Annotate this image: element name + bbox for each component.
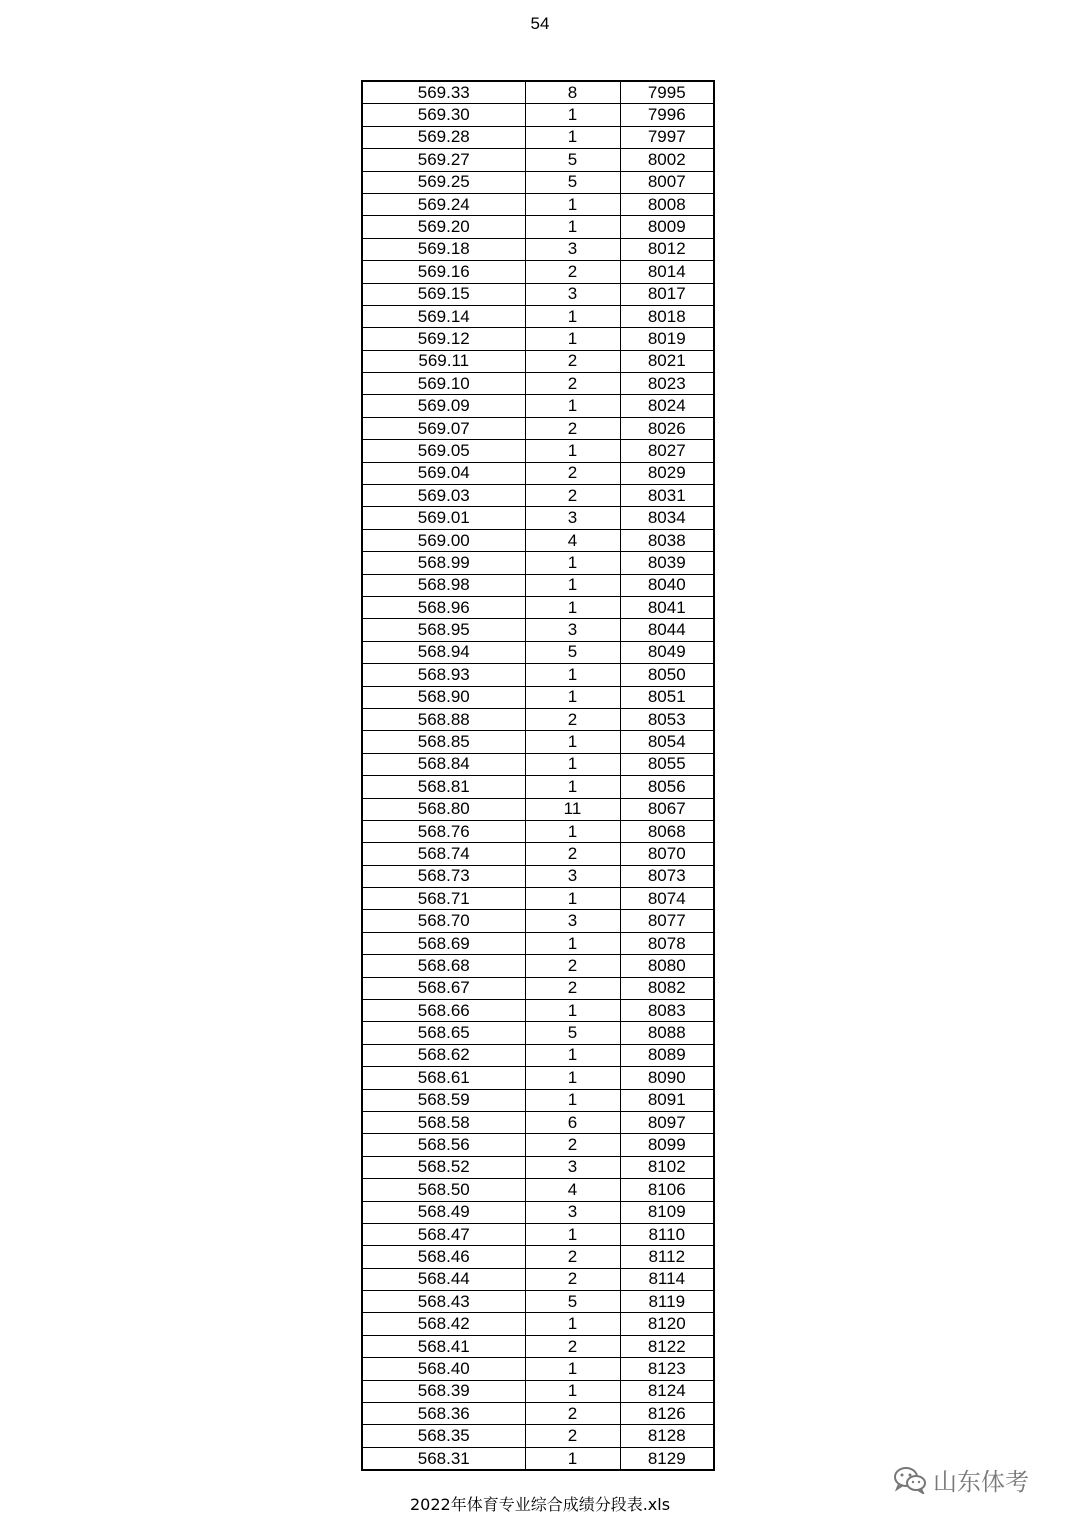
count-cell: 5 — [525, 641, 620, 663]
score-cell: 568.59 — [362, 1089, 525, 1111]
count-cell: 3 — [525, 1156, 620, 1178]
count-cell: 3 — [525, 910, 620, 932]
cumulative-cell: 7997 — [620, 126, 714, 148]
cumulative-cell: 8124 — [620, 1380, 714, 1402]
count-cell: 1 — [525, 753, 620, 775]
table-row — [362, 619, 714, 641]
score-cell: 568.98 — [362, 574, 525, 596]
table-row — [362, 462, 714, 484]
score-cell: 568.99 — [362, 552, 525, 574]
score-cell: 568.46 — [362, 1246, 525, 1268]
cumulative-cell: 8119 — [620, 1291, 714, 1313]
table-row — [362, 238, 714, 260]
score-cell: 569.10 — [362, 373, 525, 395]
cumulative-cell: 8018 — [620, 305, 714, 327]
table-row — [362, 1111, 714, 1133]
table-row — [362, 753, 714, 775]
score-cell: 569.00 — [362, 529, 525, 551]
count-cell: 2 — [525, 1134, 620, 1156]
score-cell: 568.31 — [362, 1447, 525, 1470]
score-cell: 568.36 — [362, 1403, 525, 1425]
count-cell: 1 — [525, 820, 620, 842]
cumulative-cell: 8109 — [620, 1201, 714, 1223]
cumulative-cell: 8082 — [620, 977, 714, 999]
table-body — [362, 81, 714, 1470]
score-cell: 569.03 — [362, 485, 525, 507]
score-cell: 568.96 — [362, 596, 525, 618]
cumulative-cell: 8054 — [620, 731, 714, 753]
cumulative-cell: 8029 — [620, 462, 714, 484]
cumulative-cell: 8097 — [620, 1111, 714, 1133]
cumulative-cell: 8039 — [620, 552, 714, 574]
score-cell: 568.66 — [362, 1000, 525, 1022]
table-row — [362, 1268, 714, 1290]
score-cell: 568.71 — [362, 888, 525, 910]
score-cell: 568.39 — [362, 1380, 525, 1402]
count-cell: 4 — [525, 529, 620, 551]
score-cell: 569.25 — [362, 171, 525, 193]
table-row — [362, 664, 714, 686]
count-cell: 11 — [525, 798, 620, 820]
count-cell: 5 — [525, 1291, 620, 1313]
score-cell: 569.05 — [362, 440, 525, 462]
count-cell: 1 — [525, 1067, 620, 1089]
table-row — [362, 171, 714, 193]
count-cell: 1 — [525, 104, 620, 126]
cumulative-cell: 8090 — [620, 1067, 714, 1089]
table-row — [362, 350, 714, 372]
cumulative-cell: 8023 — [620, 373, 714, 395]
count-cell: 2 — [525, 1246, 620, 1268]
count-cell: 1 — [525, 193, 620, 215]
table-row — [362, 843, 714, 865]
cumulative-cell: 8114 — [620, 1268, 714, 1290]
count-cell: 2 — [525, 843, 620, 865]
score-cell: 568.70 — [362, 910, 525, 932]
count-cell: 3 — [525, 865, 620, 887]
cumulative-cell: 8055 — [620, 753, 714, 775]
table-row — [362, 1246, 714, 1268]
cumulative-cell: 8122 — [620, 1335, 714, 1357]
count-cell: 8 — [525, 81, 620, 104]
cumulative-cell: 7995 — [620, 81, 714, 104]
score-cell: 568.80 — [362, 798, 525, 820]
count-cell: 2 — [525, 708, 620, 730]
table-row — [362, 193, 714, 215]
score-cell: 568.93 — [362, 664, 525, 686]
table-row — [362, 1067, 714, 1089]
score-cell: 569.15 — [362, 283, 525, 305]
footer-filename: 2022年体育专业综合成绩分段表.xls — [409, 1495, 671, 1514]
table-row — [362, 708, 714, 730]
score-cell: 569.14 — [362, 305, 525, 327]
table-row — [362, 820, 714, 842]
table-row — [362, 932, 714, 954]
count-cell: 2 — [525, 462, 620, 484]
cumulative-cell: 8129 — [620, 1447, 714, 1470]
count-cell: 1 — [525, 1223, 620, 1245]
cumulative-cell: 8078 — [620, 932, 714, 954]
table-row — [362, 1044, 714, 1066]
score-cell: 568.58 — [362, 1111, 525, 1133]
table-row — [362, 283, 714, 305]
score-cell: 569.09 — [362, 395, 525, 417]
score-cell: 568.42 — [362, 1313, 525, 1335]
cumulative-cell: 8110 — [620, 1223, 714, 1245]
count-cell: 4 — [525, 1179, 620, 1201]
count-cell: 3 — [525, 507, 620, 529]
table-row — [362, 865, 714, 887]
table-row — [362, 485, 714, 507]
cumulative-cell: 8002 — [620, 149, 714, 171]
cumulative-cell: 8091 — [620, 1089, 714, 1111]
table-row — [362, 149, 714, 171]
table-row — [362, 910, 714, 932]
cumulative-cell: 8044 — [620, 619, 714, 641]
cumulative-cell: 8021 — [620, 350, 714, 372]
count-cell: 1 — [525, 328, 620, 350]
table-row — [362, 1022, 714, 1044]
score-cell: 568.67 — [362, 977, 525, 999]
table-row — [362, 440, 714, 462]
cumulative-cell: 8123 — [620, 1358, 714, 1380]
score-cell: 569.16 — [362, 261, 525, 283]
table-row — [362, 126, 714, 148]
score-cell: 568.74 — [362, 843, 525, 865]
table-row — [362, 529, 714, 551]
cumulative-cell: 8067 — [620, 798, 714, 820]
count-cell: 1 — [525, 1358, 620, 1380]
score-cell: 569.27 — [362, 149, 525, 171]
count-cell: 1 — [525, 932, 620, 954]
cumulative-cell: 8019 — [620, 328, 714, 350]
score-cell: 568.50 — [362, 1179, 525, 1201]
table-row — [362, 1201, 714, 1223]
count-cell: 1 — [525, 440, 620, 462]
count-cell: 2 — [525, 955, 620, 977]
score-cell: 568.95 — [362, 619, 525, 641]
score-cell: 568.81 — [362, 776, 525, 798]
count-cell: 1 — [525, 686, 620, 708]
cumulative-cell: 8126 — [620, 1403, 714, 1425]
cumulative-cell: 8068 — [620, 820, 714, 842]
score-cell: 568.68 — [362, 955, 525, 977]
table-row — [362, 552, 714, 574]
score-cell: 568.84 — [362, 753, 525, 775]
count-cell: 1 — [525, 552, 620, 574]
count-cell: 5 — [525, 149, 620, 171]
count-cell: 2 — [525, 485, 620, 507]
count-cell: 3 — [525, 238, 620, 260]
cumulative-cell: 8009 — [620, 216, 714, 238]
count-cell: 1 — [525, 305, 620, 327]
count-cell: 5 — [525, 1022, 620, 1044]
count-cell: 2 — [525, 373, 620, 395]
table-row — [362, 888, 714, 910]
table-row — [362, 1223, 714, 1245]
cumulative-cell: 8053 — [620, 708, 714, 730]
cumulative-cell: 8040 — [620, 574, 714, 596]
score-cell: 569.20 — [362, 216, 525, 238]
score-cell: 569.07 — [362, 417, 525, 439]
count-cell: 3 — [525, 619, 620, 641]
count-cell: 5 — [525, 171, 620, 193]
count-cell: 2 — [525, 350, 620, 372]
count-cell: 1 — [525, 1380, 620, 1402]
score-cell: 568.94 — [362, 641, 525, 663]
count-cell: 3 — [525, 1201, 620, 1223]
table-row — [362, 596, 714, 618]
count-cell: 1 — [525, 1089, 620, 1111]
cumulative-cell: 7996 — [620, 104, 714, 126]
cumulative-cell: 8088 — [620, 1022, 714, 1044]
score-cell: 569.28 — [362, 126, 525, 148]
cumulative-cell: 8049 — [620, 641, 714, 663]
cumulative-cell: 8120 — [620, 1313, 714, 1335]
table-row — [362, 955, 714, 977]
cumulative-cell: 8106 — [620, 1179, 714, 1201]
table-row — [362, 81, 714, 104]
table-row — [362, 104, 714, 126]
count-cell: 2 — [525, 1335, 620, 1357]
cumulative-cell: 8007 — [620, 171, 714, 193]
score-cell: 569.11 — [362, 350, 525, 372]
cumulative-cell: 8128 — [620, 1425, 714, 1447]
table-row — [362, 507, 714, 529]
count-cell: 1 — [525, 1000, 620, 1022]
cumulative-cell: 8014 — [620, 261, 714, 283]
count-cell: 1 — [525, 664, 620, 686]
table-row — [362, 731, 714, 753]
table-row — [362, 686, 714, 708]
score-cell: 568.40 — [362, 1358, 525, 1380]
table-row — [362, 1291, 714, 1313]
cumulative-cell: 8102 — [620, 1156, 714, 1178]
count-cell: 1 — [525, 126, 620, 148]
count-cell: 3 — [525, 283, 620, 305]
count-cell: 2 — [525, 1403, 620, 1425]
score-cell: 568.73 — [362, 865, 525, 887]
cumulative-cell: 8080 — [620, 955, 714, 977]
score-cell: 568.65 — [362, 1022, 525, 1044]
table-row — [362, 1089, 714, 1111]
count-cell: 1 — [525, 1313, 620, 1335]
count-cell: 2 — [525, 1268, 620, 1290]
score-cell: 568.49 — [362, 1201, 525, 1223]
cumulative-cell: 8026 — [620, 417, 714, 439]
cumulative-cell: 8089 — [620, 1044, 714, 1066]
wechat-icon — [893, 1466, 927, 1494]
table-row — [362, 417, 714, 439]
count-cell: 1 — [525, 1447, 620, 1470]
score-cell: 568.47 — [362, 1223, 525, 1245]
count-cell: 1 — [525, 395, 620, 417]
cumulative-cell: 8031 — [620, 485, 714, 507]
score-cell: 568.90 — [362, 686, 525, 708]
cumulative-cell: 8073 — [620, 865, 714, 887]
table-row — [362, 1156, 714, 1178]
score-cell: 569.30 — [362, 104, 525, 126]
count-cell: 1 — [525, 596, 620, 618]
score-cell: 569.12 — [362, 328, 525, 350]
score-cell: 568.41 — [362, 1335, 525, 1357]
cumulative-cell: 8038 — [620, 529, 714, 551]
cumulative-cell: 8070 — [620, 843, 714, 865]
score-cell: 569.33 — [362, 81, 525, 104]
score-cell: 568.85 — [362, 731, 525, 753]
score-cell: 568.56 — [362, 1134, 525, 1156]
score-distribution-table — [361, 80, 715, 1471]
table-row — [362, 1335, 714, 1357]
score-cell: 568.69 — [362, 932, 525, 954]
table-row — [362, 261, 714, 283]
cumulative-cell: 8051 — [620, 686, 714, 708]
page-number: 54 — [530, 14, 550, 33]
score-cell: 568.52 — [362, 1156, 525, 1178]
score-cell: 569.18 — [362, 238, 525, 260]
count-cell: 2 — [525, 417, 620, 439]
table-row — [362, 641, 714, 663]
table-row — [362, 305, 714, 327]
count-cell: 1 — [525, 574, 620, 596]
table-row — [362, 1425, 714, 1447]
cumulative-cell: 8074 — [620, 888, 714, 910]
score-cell: 568.76 — [362, 820, 525, 842]
table-row — [362, 1358, 714, 1380]
table-row — [362, 373, 714, 395]
score-cell: 568.35 — [362, 1425, 525, 1447]
count-cell: 2 — [525, 977, 620, 999]
count-cell: 1 — [525, 1044, 620, 1066]
watermark-text: 山东体考 — [933, 1468, 1029, 1496]
table-row — [362, 977, 714, 999]
count-cell: 2 — [525, 1425, 620, 1447]
table-row — [362, 395, 714, 417]
table-row — [362, 216, 714, 238]
score-cell: 569.04 — [362, 462, 525, 484]
score-cell: 568.62 — [362, 1044, 525, 1066]
cumulative-cell: 8056 — [620, 776, 714, 798]
table-row — [362, 1134, 714, 1156]
score-cell: 568.43 — [362, 1291, 525, 1313]
cumulative-cell: 8024 — [620, 395, 714, 417]
cumulative-cell: 8083 — [620, 1000, 714, 1022]
cumulative-cell: 8112 — [620, 1246, 714, 1268]
count-cell: 1 — [525, 731, 620, 753]
cumulative-cell: 8050 — [620, 664, 714, 686]
count-cell: 1 — [525, 888, 620, 910]
table-row — [362, 1000, 714, 1022]
cumulative-cell: 8099 — [620, 1134, 714, 1156]
table-row — [362, 1403, 714, 1425]
table-row — [362, 328, 714, 350]
table-row — [362, 776, 714, 798]
cumulative-cell: 8041 — [620, 596, 714, 618]
table-row — [362, 798, 714, 820]
cumulative-cell: 8034 — [620, 507, 714, 529]
score-cell: 568.88 — [362, 708, 525, 730]
count-cell: 6 — [525, 1111, 620, 1133]
cumulative-cell: 8017 — [620, 283, 714, 305]
table-row — [362, 574, 714, 596]
table-row — [362, 1447, 714, 1470]
table-row — [362, 1179, 714, 1201]
score-cell: 568.61 — [362, 1067, 525, 1089]
table-row — [362, 1380, 714, 1402]
count-cell: 2 — [525, 261, 620, 283]
cumulative-cell: 8077 — [620, 910, 714, 932]
cumulative-cell: 8027 — [620, 440, 714, 462]
score-cell: 569.01 — [362, 507, 525, 529]
table-row — [362, 1313, 714, 1335]
score-cell: 568.44 — [362, 1268, 525, 1290]
cumulative-cell: 8012 — [620, 238, 714, 260]
count-cell: 1 — [525, 776, 620, 798]
cumulative-cell: 8008 — [620, 193, 714, 215]
score-cell: 569.24 — [362, 193, 525, 215]
count-cell: 1 — [525, 216, 620, 238]
